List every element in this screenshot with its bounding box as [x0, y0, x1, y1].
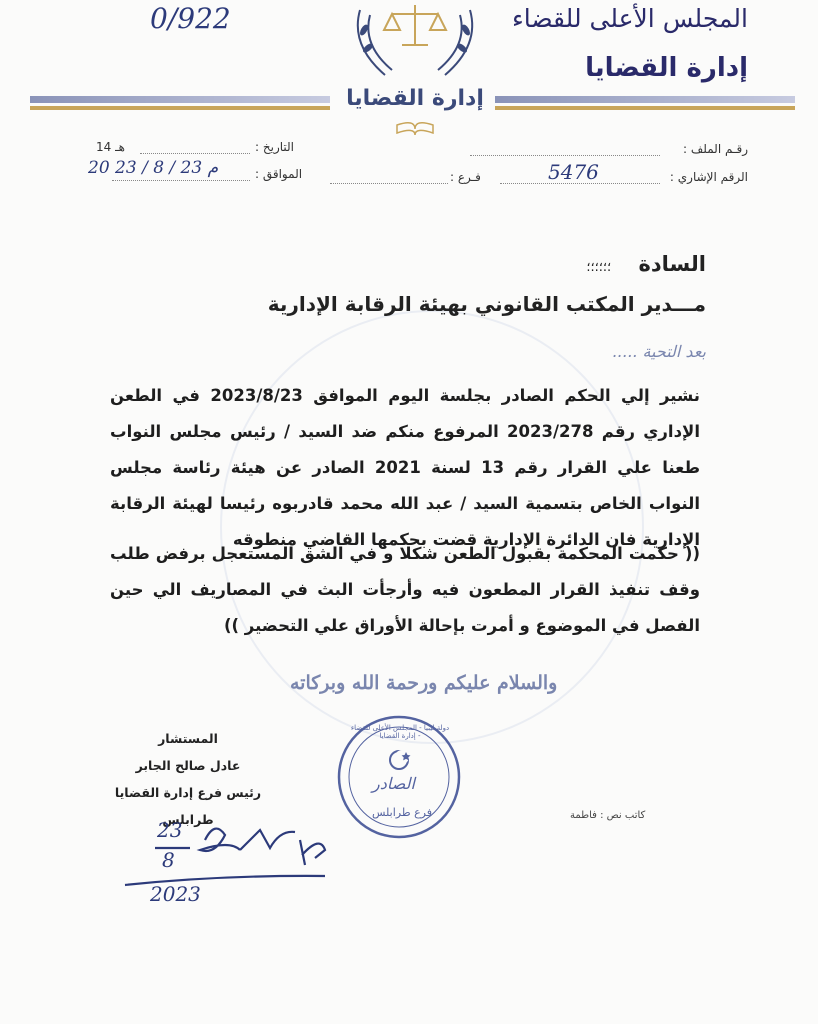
- salutation-text: السادة: [638, 252, 706, 276]
- header-band-left: [30, 96, 330, 110]
- handwritten-date-year: 2023: [150, 882, 201, 906]
- corresponding-date-label: المواقق :: [255, 167, 303, 181]
- greeting: بعد التحية .....: [611, 342, 706, 361]
- handwritten-date-day: 23: [157, 818, 183, 842]
- stamp-center-text: الصادر: [372, 774, 415, 793]
- body-paragraph-2: (( حكمت المحكمة بقبول الطعن شكلا و في الشق المستعجل برفض طلب وقف تنفيذ القرار المطعون فيه وأرجأت البث في المصاريف الي حين الفصل في الموضوع و أمرت بإحالة الأوراق علي التحضير )): [110, 544, 700, 635]
- handwritten-signature: [120, 810, 340, 890]
- file-number-line: [470, 155, 660, 156]
- gregorian-date: 20 23 / 8 / 23 م: [88, 158, 219, 178]
- signatory-title: المستشار: [158, 731, 218, 746]
- stamp-outer-text: دولة ليبيا - المجلس الأعلى للقضاء - إدارة القضايا: [350, 724, 450, 740]
- ref-number-row: [608, 170, 748, 184]
- handwritten-reference-number: 0/922: [150, 2, 231, 35]
- scales-emblem: [340, 0, 490, 86]
- header-band-right: [495, 96, 795, 110]
- stamp-bottom-text: فرع طرابلس: [372, 806, 432, 819]
- branch-line: [330, 183, 448, 184]
- recipient-line: مـــدير المكتب القانوني بهيئة الرقابة الإدارية: [267, 292, 706, 316]
- closing-line: والسلام عليكم ورحمة الله وبركاته: [290, 672, 558, 694]
- date-label: التاريخ :: [255, 140, 295, 154]
- signatory-position: رئيس فرع إدارة القضايا طرابلس: [114, 785, 262, 827]
- corresponding-date-line: [112, 180, 250, 181]
- hijri-date: 14 هـ: [96, 140, 125, 154]
- file-number-label: رقـم الملف :: [682, 142, 748, 156]
- branch-label: فـرع :: [450, 170, 481, 184]
- body-paragraph-1: نشير إلي الحكم الصادر بجلسة اليوم الموافق 2023/8/23 في الطعن الإداري رقم 2023/278 المرفوع منكم ضد السيد / رئيس مجلس النواب طعنا علي القرار رقم 13 لسنة 2021 الصادر عن هيئة رئاسة مجلس النواب الخاص بتسمية السيد / عبد الله محمد قادربوه رئيسا لهيئة الرقابة الإدارية فان الدائرة الإدارية قضت بحكمها القاضي منطوقه: [110, 386, 700, 549]
- signatory-name: عادل صالح الجابر: [135, 758, 241, 773]
- council-name: المجلس الأعلى للقضاء: [511, 4, 748, 33]
- date-line: [140, 153, 250, 154]
- department-name: إدارة القضايا: [585, 53, 748, 83]
- ref-number-value: 5476: [548, 160, 599, 184]
- salutation-marks: ؛؛؛؛؛؛: [586, 260, 612, 275]
- file-number-row: [608, 142, 748, 156]
- book-icon: [395, 120, 435, 139]
- ref-number-label: الرقم الإشاري :: [669, 170, 748, 184]
- letterhead-text: [488, 0, 748, 88]
- handwritten-date-month: 8: [162, 848, 175, 872]
- typist-note: كاتب نص : فاطمة: [570, 810, 646, 821]
- emblem-label: إدارة القضايا: [346, 86, 484, 111]
- salutation: [586, 252, 706, 276]
